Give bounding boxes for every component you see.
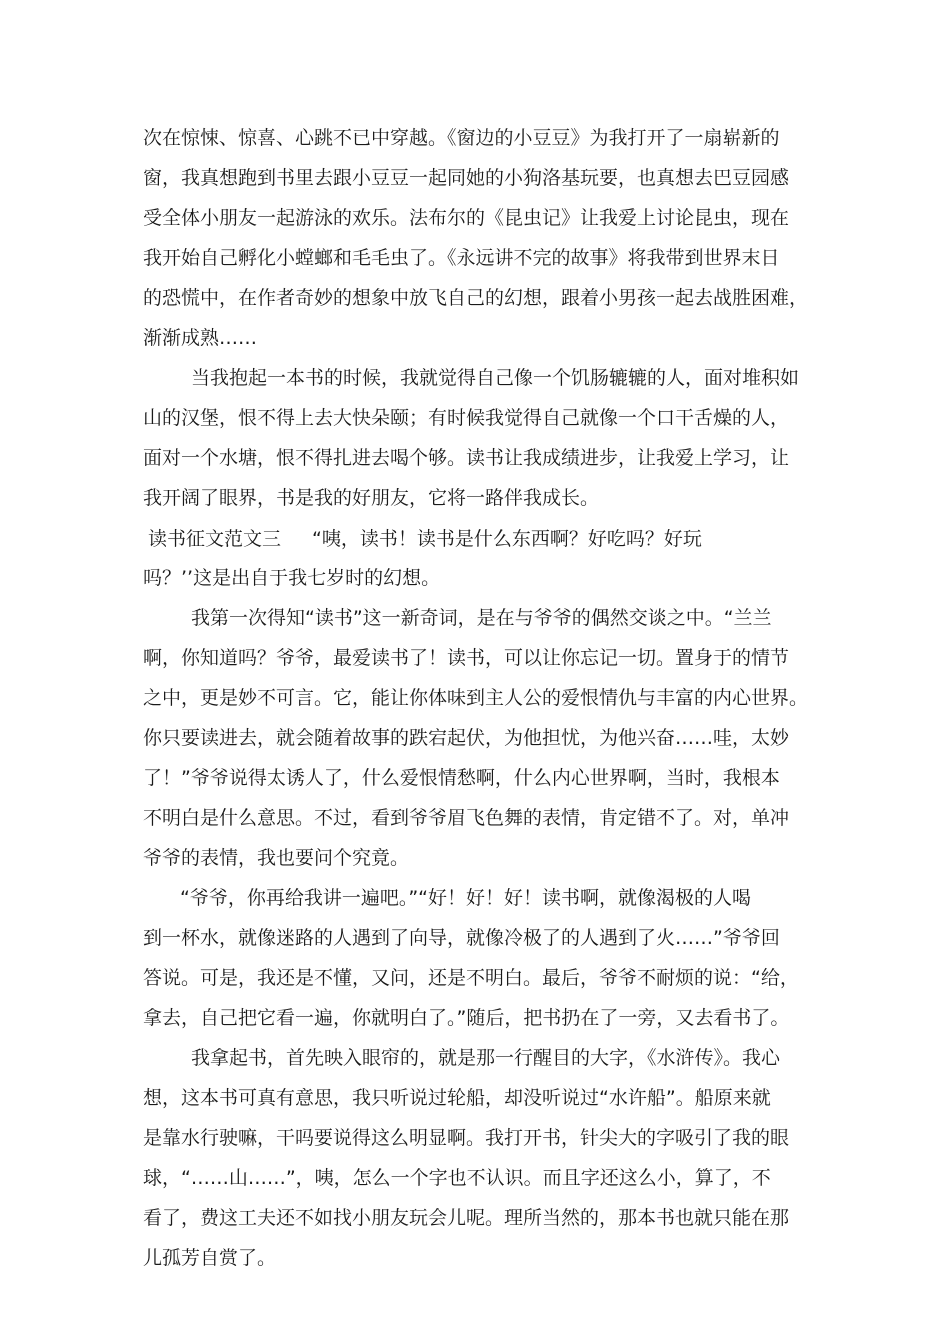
text-line: 之中，更是妙不可言。它，能让你体味到主人公的爱恨情仇与丰富的内心世界。 (143, 687, 809, 709)
section-heading-line (148, 519, 818, 559)
text-line: 你只要读进去，就会随着故事的跌宕起伏，为他担忧，为他兴奋……哇，太妙 (143, 727, 790, 749)
text-line: 答说。可是，我还是不懂，又问，还是不明白。最后，爷爷不耐烦的说：“给， (143, 967, 799, 989)
text-line: 吗？’’这是出自于我七岁时的幻想。 (143, 567, 441, 589)
text-line: 儿孤芳自赏了。 (143, 1247, 277, 1269)
text-line: 看了，费这工夫还不如找小朋友玩会儿呢。理所当然的，那本书也就只能在那 (143, 1207, 790, 1229)
text-line: 我开始自己孵化小螳螂和毛毛虫了。《永远讲不完的故事》将我带到世界末日 (143, 247, 780, 269)
text-line: 山的汉堡，恨不得上去大快朵颐；有时候我觉得自己就像一个口干舌燥的人， (143, 407, 790, 429)
text-line: 啊，你知道吗？爷爷，最爱读书了！读书，可以让你忘记一切。置身于的情节 (143, 647, 790, 669)
text-line: 的恐慌中，在作者奇妙的想象中放飞自己的幻想，跟着小男孩一起去战胜困难， (143, 287, 809, 309)
text-line: 球，“……山……”，咦，怎么一个字也不认识。而且字还这么小，算了，不 (143, 1167, 771, 1189)
text-line: 是靠水行驶嘛，干吗要说得这么明显啊。我打开书，针尖大的字吸引了我的眼 (143, 1127, 790, 1149)
text-line: 受全体小朋友一起游泳的欢乐。法布尔的《昆虫记》让我爱上讨论昆虫，现在 (143, 207, 790, 229)
text-line: 爷爷的表情，我也要问个究竟。 (143, 847, 410, 869)
text-line: 面对一个水塘，恨不得扎进去喝个够。读书让我成绩进步，让我爱上学习，让 (143, 447, 790, 469)
text-line: 当我抱起一本书的时候，我就觉得自己像一个饥肠辘辘的人，面对堆积如 (191, 367, 800, 389)
text-line: 到一杯水，就像迷路的人遇到了向导，就像冷极了的人遇到了火……”爷爷回 (143, 927, 780, 949)
text-line: 渐渐成熟…… (143, 327, 258, 349)
text-line: 我开阔了眼界，书是我的好朋友，它将一路伴我成长。 (143, 487, 600, 509)
section-heading: 读书征文范文三 (148, 528, 282, 550)
text-line: 次在惊悚、惊喜、心跳不已中穿越。《窗边的小豆豆》为我打开了一扇崭新的 (143, 127, 780, 149)
text-line: 我拿起书，首先映入眼帘的，就是那一行醒目的大字，《水浒传》。我心 (191, 1047, 781, 1069)
heading-continuation-text: “咦，读书！读书是什么东西啊？好吃吗？好玩 (312, 528, 702, 550)
text-line: 拿去，自己把它看一遍，你就明白了。”随后，把书扔在了一旁，又去看书了。 (143, 1007, 790, 1029)
text-line: “爷爷，你再给我讲一遍吧。”“好！好！好！读书啊，就像渴极的人喝 (180, 887, 752, 909)
text-line: 不明白是什么意思。不过，看到爷爷眉飞色舞的表情，肯定错不了。对，单冲 (143, 807, 790, 829)
text-line: 了！”爷爷说得太诱人了，什么爱恨情愁啊，什么内心世界啊，当时，我根本 (143, 767, 780, 789)
text-line: 窗，我真想跑到书里去跟小豆豆一起同她的小狗洛基玩要，也真想去巴豆园感 (143, 167, 790, 189)
text-line: 我第一次得知“读书”这一新奇词，是在与爷爷的偶然交谈之中。“兰兰 (191, 607, 772, 629)
text-line: 想，这本书可真有意思，我只听说过轮船，却没听说过“水许船”。船原来就 (143, 1087, 771, 1109)
